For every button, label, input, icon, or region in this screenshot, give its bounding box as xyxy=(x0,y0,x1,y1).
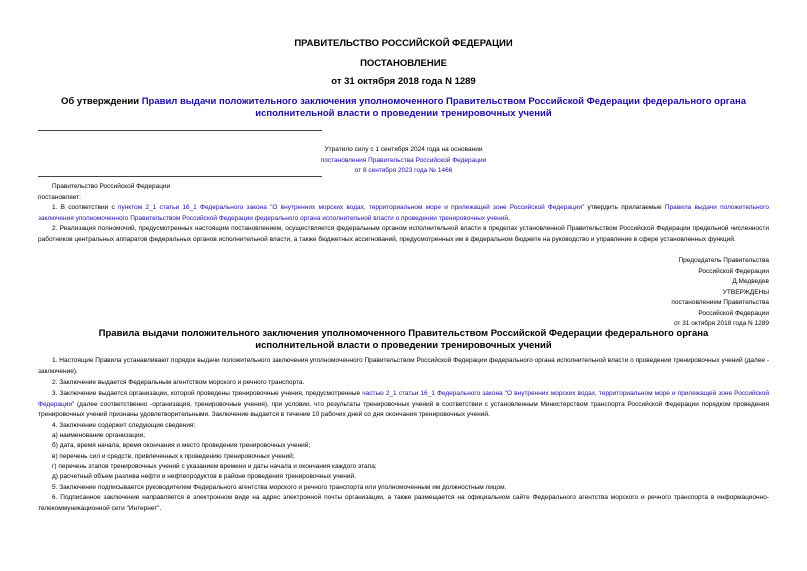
approved-date: от 31 октября 2018 года N 1289 xyxy=(673,320,769,327)
rules-item-2: 2. Заключение выдается Федеральным агентством морского и речного транспорта. xyxy=(52,379,305,386)
signature-name: Д.Медведев xyxy=(732,278,769,285)
rules-item-4e: д) расчетный объем разлива нефти и нефтепродуктов в районе проведения тренировочных учений. xyxy=(52,473,356,480)
approved-by: постановлением Правительства xyxy=(671,299,769,306)
lost-force-note xyxy=(250,145,557,177)
rules-item-4d: г) перечень этапов тренировочных учений с указанием времени и даты начала и окончания каждого этапа; xyxy=(52,463,377,470)
preamble xyxy=(38,182,769,203)
approved-country: Российской Федерации xyxy=(698,309,769,317)
item1-text-mid: утвердить прилагаемые xyxy=(584,204,665,211)
item1-text-pre: 1. В соответствии с xyxy=(52,204,118,211)
rules-link[interactable]: Правила выдачи положительного заключения уполномоченного Правительством Российской Федерации федерального органа исполнительной власти о проведении тренировочных учений xyxy=(38,204,769,222)
law-article-link[interactable]: пунктом 2_1 статьи 16_1 Федерального закона "О внутренних морских водах, территориальном море и прилежащей зоне Российской Федерации" xyxy=(117,204,585,211)
rules-item-4a: а) наименование организации; xyxy=(52,432,146,439)
rules-item-5: 5. Заключение подписывается руководителем Федерального агентства морского и речного транспорта или уполномоченным им должностным лицом. xyxy=(52,484,507,491)
rules-item-6: 6. Подписанное заключение направляется в электронном виде на адрес электронной почты организации, а также размещается на официальном сайте Федерального агентства морского и речного транспорта в информационно-телекоммуникационной сети "Интернет". xyxy=(38,494,769,512)
lost-force-link-decree[interactable]: постановления Правительства Российской Федерации xyxy=(320,156,487,164)
rules-item-4b: б) дата, время начала, время окончания и место проведения тренировочных учений; xyxy=(52,442,311,449)
doc-type-heading: ПОСТАНОВЛЕНИЕ xyxy=(360,58,447,69)
rules-item3-post: (далее соответственно -организация, тренировочные учения), при условии, что результаты тренировочных учений в соответствии с установленным Министерством транспорта Российской Федерации порядком проведения тренировочных учений признаны удовлетворительными. Заключение выдается в течение 10 рабочих дней со дня окончания тренировочных учений. xyxy=(38,400,769,418)
lost-force-text: Утратило силу с 1 сентября 2024 года на основании xyxy=(324,146,483,153)
decree-item-2: 2. Реализация полномочий, предусмотренных настоящим постановлением, осуществляется федеральным органом исполнительной власти в пределах установленной Правительством Российской Федерации предельной численности работников центральных аппаратов федеральных органов исполнительной власти, а также бюджетных ассигнований, предусмотренных им в федеральном бюджете на руководство и управление в сфере установленных функций. xyxy=(38,225,769,243)
signature-country: Российской Федерации xyxy=(698,267,769,275)
rules-item-3 xyxy=(38,389,769,421)
divider-bottom xyxy=(38,176,322,177)
rules-item-4c: в) перечень сил и средств, привлеченных к проведению тренировочных учений; xyxy=(52,453,295,460)
lost-force-link-date[interactable]: от 8 сентября 2023 года № 1466 xyxy=(354,167,453,174)
document-title xyxy=(30,96,777,120)
issuer-heading: ПРАВИТЕЛЬСТВО РОССИЙСКОЙ ФЕДЕРАЦИИ xyxy=(294,38,513,49)
item1-text-post: . xyxy=(508,214,510,222)
approved-label: УТВЕРЖДЕНЫ xyxy=(722,288,769,296)
preamble-line2: постановляет: xyxy=(38,193,81,201)
rules-title: Правила выдачи положительного заключения уполномоченного Правительством Российской Федерации федерального органа исполнительной власти о проведении тренировочных учений xyxy=(98,328,709,351)
decree-item-1 xyxy=(38,203,769,224)
preamble-line1: Правительство Российской Федерации xyxy=(52,183,171,190)
divider-top xyxy=(38,130,322,131)
doc-date-heading: от 31 октября 2018 года N 1289 xyxy=(331,76,476,87)
rules-item3-pre: 3. Заключение выдается организации, которой проведены тренировочные учения, предусмотренные xyxy=(52,390,363,397)
rules-item-1: 1. Настоящие Правила устанавливают порядок выдачи положительного заключения уполномоченного Правительством Российской Федерации федерального органа исполнительной власти о проведении тренировочных учений (далее - заключение). xyxy=(38,357,769,375)
signature-block xyxy=(671,256,769,330)
title-rules-link[interactable]: Правил выдачи положительного заключения уполномоченного Правительством Российской Федерации федерального органа исполнительной власти о проведении тренировочных учений xyxy=(141,96,747,119)
rules-law-link[interactable]: частью 2_1 статьи 16_1 Федерального закона "О внутренних морских водах, территориальном море и прилежащей зоне Российской Федерации" xyxy=(38,390,769,408)
title-prefix: Об утверждении xyxy=(60,96,142,107)
signature-position: Председатель Правительства xyxy=(678,257,769,264)
rules-item-4: 4. Заключение содержит следующие сведения: xyxy=(52,422,196,429)
